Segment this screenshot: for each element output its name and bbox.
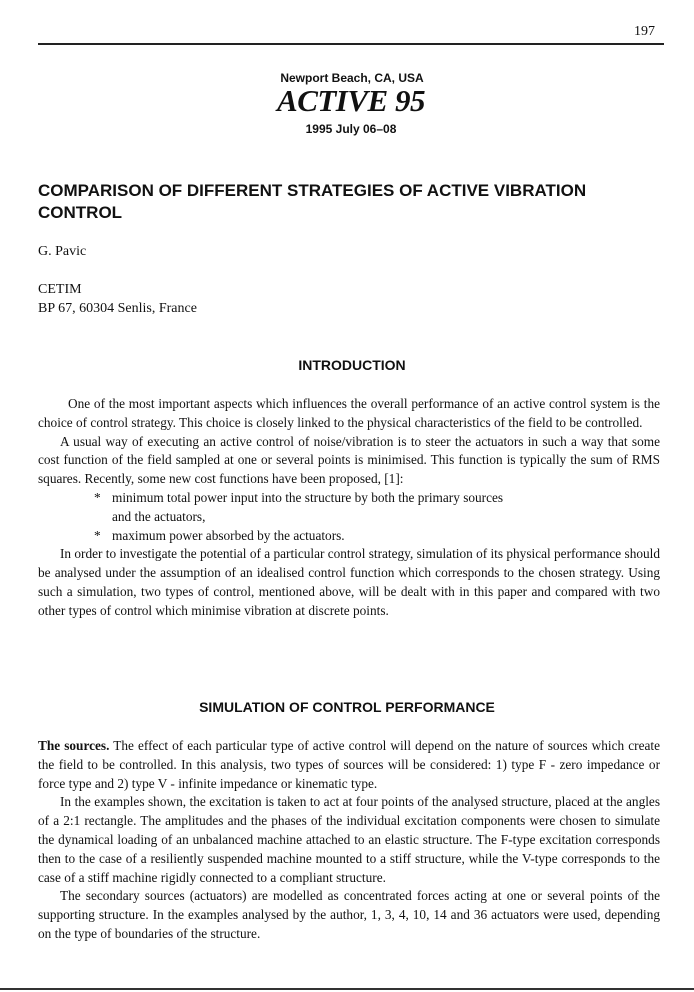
page-number: 197 xyxy=(634,24,655,39)
introduction-body xyxy=(38,395,660,621)
section-heading-introduction: INTRODUCTION xyxy=(298,357,406,373)
bullet-marker: * xyxy=(94,527,101,543)
list-item-line: minimum total power input into the structure by both the primary sources xyxy=(112,489,504,505)
list-item-line: maximum power absorbed by the actuators. xyxy=(112,527,345,543)
section-heading-simulation: SIMULATION OF CONTROL PERFORMANCE xyxy=(199,699,495,715)
cost-function-list xyxy=(38,489,660,545)
affiliation-name: CETIM xyxy=(38,282,82,297)
header-rule xyxy=(38,43,664,45)
intro-paragraph-3: In order to investigate the potential of a particular control strategy, simulation of its physical performance should be analysed under the assumption of an idealised control function which corresponds to the chosen strategy. Using such a simulation, two types of control, mentioned above, will be dealt with in this paper and compared with two other types of control which minimise vibration at discrete points. xyxy=(38,546,660,618)
simulation-paragraph-2: In the examples shown, the excitation is taken to act at four points of the analysed structure, placed at the angles of a 2:1 rectangle. The amplitudes and the phases of the individual excitation components were chosen to simulate the dynamical loading of an unbalanced machine attached to an elastic structure. The F-type excitation corresponds then to the case of a resiliently suspended machine mounted to a stiff structure, while the V-type corresponds to the case of a stiff machine rigidly connected to a compliant structure. xyxy=(38,794,660,885)
affiliation-address: BP 67, 60304 Senlis, France xyxy=(38,301,197,316)
list-item-line: and the actuators, xyxy=(112,508,206,524)
conference-location: Newport Beach, CA, USA xyxy=(280,71,424,85)
run-in-heading: The sources. xyxy=(38,738,110,753)
intro-paragraph-2: A usual way of executing an active control of noise/vibration is to steer the actuators in such a way that some cost function of the field sampled at one or several points is minimised. This function is typically the sum of RMS squares. Recently, some new cost functions have been proposed, [1]: xyxy=(38,433,660,487)
conference-dates: 1995 July 06–08 xyxy=(305,122,397,136)
paper-title: COMPARISON OF DIFFERENT STRATEGIES OF ACTIVE VIBRATION CONTROL xyxy=(38,181,587,222)
intro-paragraph-1: One of the most important aspects which influences the overall performance of an active control system is the choice of control strategy. This choice is closely linked to the physical characteristics of the field to be controlled. xyxy=(38,396,660,430)
author: G. Pavic xyxy=(38,244,87,259)
conference-name: ACTIVE 95 xyxy=(277,83,425,118)
simulation-paragraph-1-text: The effect of each particular type of active control will depend on the nature of sources which create the field to be controlled. In this analysis, two types of sources will be considered: 1) type F - zero impedance or force type and 2) type V - infinite impedance or kinematic type. xyxy=(38,738,660,791)
page-bottom-edge xyxy=(0,988,694,990)
list-item xyxy=(38,527,660,546)
list-item xyxy=(38,489,660,527)
simulation-paragraph-1 xyxy=(38,737,660,793)
bullet-marker: * xyxy=(94,489,101,505)
simulation-body xyxy=(38,737,660,944)
simulation-paragraph-3: The secondary sources (actuators) are modelled as concentrated forces acting at one or several points of the supporting structure. In the examples analysed by the author, 1, 3, 4, 10, 14 and 36 actuators were used, depending on the type of boundaries of the structure. xyxy=(38,888,660,941)
